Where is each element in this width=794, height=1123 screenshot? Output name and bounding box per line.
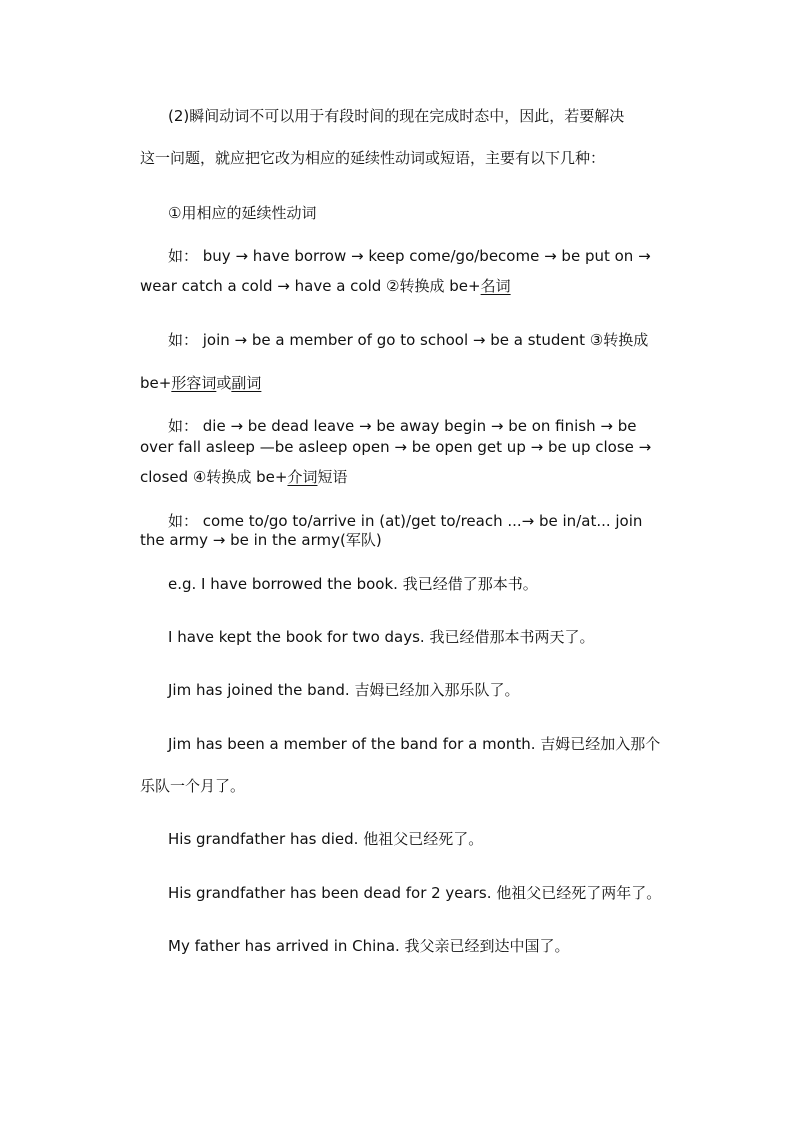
text-span: 乐队一个月了。 — [140, 777, 246, 795]
text-span: 短语 — [317, 468, 348, 486]
example-line — [168, 511, 642, 531]
text-span: e.g. I have borrowed the book. 我已经借了那本书。 — [168, 575, 538, 593]
section-heading — [168, 203, 316, 223]
text-span: (2)瞬间动词不可以用于有段时间的现在完成时态中，因此，若要解决 — [168, 107, 625, 125]
underlined-term: 介词 — [287, 468, 318, 486]
sentence-example — [168, 574, 538, 594]
text-span: 如： die → be dead leave → be away begin → be on finish → be — [168, 417, 637, 435]
text-span: 这一问题，就应把它改为相应的延续性动词或短语，主要有以下几种： — [140, 149, 606, 167]
example-line — [168, 416, 636, 436]
text-span: wear catch a cold → have a cold ②转换成 be+ — [140, 277, 481, 295]
example-line — [168, 330, 648, 350]
text-span: the army → be in the army(军队) — [140, 531, 382, 549]
text-span: 如： buy → have borrow → keep come/go/become → be put on → — [168, 247, 651, 265]
text-span: be+ — [140, 374, 172, 392]
underlined-term: 副词 — [231, 374, 262, 392]
text-span: 如： join → be a member of go to school → be a student ③转换成 — [168, 331, 649, 349]
sentence-example — [168, 936, 570, 956]
text-span: over fall asleep —be asleep open → be open get up → be up close → — [140, 438, 652, 456]
sentence-example — [168, 829, 483, 849]
text-span: 或 — [216, 374, 232, 392]
text-span: 如： come to/go to/arrive in (at)/get to/reach ...→ be in/at... join — [168, 512, 643, 530]
text-span: His grandfather has been dead for 2 years. 他祖父已经死了两年了。 — [168, 884, 662, 902]
text-span: Jim has joined the band. 吉姆已经加入那乐队了。 — [168, 681, 520, 699]
example-line — [168, 246, 651, 266]
example-line — [140, 437, 651, 457]
sentence-example — [168, 734, 660, 754]
paragraph-line — [168, 106, 624, 126]
text-span: ①用相应的延续性动词 — [168, 204, 317, 222]
underlined-term: 形容词 — [171, 374, 217, 392]
sentence-example — [168, 627, 594, 647]
paragraph-line — [140, 148, 605, 168]
text-span: closed ④转换成 be+ — [140, 468, 288, 486]
section-heading — [140, 373, 261, 393]
text-span: His grandfather has died. 他祖父已经死了。 — [168, 830, 484, 848]
sentence-example — [140, 776, 245, 796]
underlined-term: 名词 — [480, 277, 511, 295]
sentence-example — [168, 883, 661, 903]
example-line — [140, 530, 382, 550]
text-span: My father has arrived in China. 我父亲已经到达中国了。 — [168, 937, 570, 955]
example-line — [140, 276, 511, 296]
example-line — [140, 467, 348, 487]
sentence-example — [168, 680, 519, 700]
text-span: Jim has been a member of the band for a month. 吉姆已经加入那个 — [168, 735, 661, 753]
text-span: I have kept the book for two days. 我已经借那本书两天了。 — [168, 628, 595, 646]
